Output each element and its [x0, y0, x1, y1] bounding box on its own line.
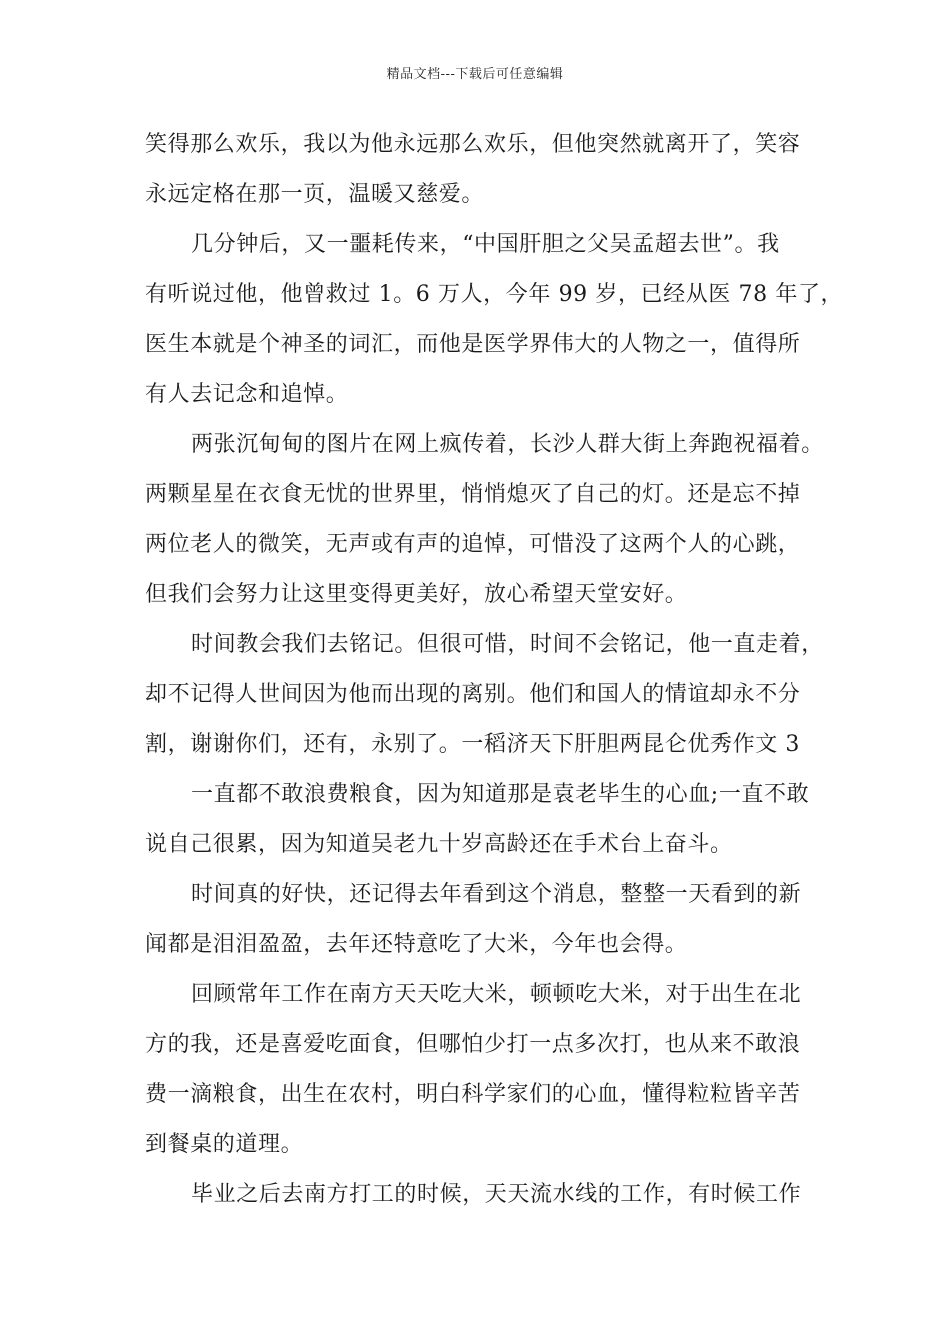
paragraph-start-line: 回顾常年工作在南方天天吃大米，顿顿吃大米，对于出生在北	[191, 982, 802, 1007]
text-line: 闻都是泪泪盈盈，去年还特意吃了大米，今年也会得。	[145, 932, 688, 957]
text-line: 费一滴粮食，出生在农村，明白科学家们的心血，懂得粒粒皆辛苦	[145, 1082, 801, 1107]
text-line: 有听说过他，他曾救过 1。6 万人，今年 99 岁，已经从医 78 年了，	[145, 282, 844, 307]
text-line: 两位老人的微笑，无声或有声的追悼，可惜没了这两个人的心跳，	[145, 532, 801, 557]
text-line: 割，谢谢你们，还有，永别了。一稻济天下肝胆两昆仑优秀作文 3	[145, 732, 800, 757]
paragraph-start-line: 一直都不敢浪费粮食，因为知道那是袁老毕生的心血;一直不敢	[191, 782, 810, 807]
text-line: 方的我，还是喜爱吃面食，但哪怕少打一点多次打，也从来不敢浪	[145, 1032, 801, 1057]
paragraph-start-line: 时间真的好快，还记得去年看到这个消息，整整一天看到的新	[191, 882, 802, 907]
paragraph-start-line: 几分钟后，又一噩耗传来，“中国肝胆之父吴孟超去世”。我	[191, 232, 780, 257]
text-line: 两颗星星在衣食无忧的世界里，悄悄熄灭了自己的灯。还是忘不掉	[145, 482, 801, 507]
text-line: 说自己很累，因为知道吴老九十岁高龄还在手术台上奋斗。	[145, 832, 733, 857]
page-header: 精品文档---下载后可任意编辑	[386, 67, 564, 82]
paragraph-start-line: 时间教会我们去铭记。但很可惜，时间不会铭记，他一直走着，	[191, 632, 824, 657]
text-line: 到餐桌的道理。	[145, 1132, 304, 1157]
text-line: 永远定格在那一页，温暖又慈爱。	[145, 182, 485, 207]
paragraph-start-line: 毕业之后去南方打工的时候，天天流水线的工作，有时候工作	[191, 1182, 802, 1207]
text-line: 但我们会努力让这里变得更美好，放心希望天堂安好。	[145, 582, 688, 607]
text-line: 医生本就是个神圣的词汇，而他是医学界伟大的人物之一，值得所	[145, 332, 801, 357]
text-line: 有人去记念和追悼。	[145, 382, 349, 407]
text-line: 却不记得人世间因为他而出现的离别。他们和国人的情谊却永不分	[145, 682, 801, 707]
paragraph-start-line: 两张沉甸甸的图片在网上疯传着，长沙人群大街上奔跑祝福着。	[191, 432, 824, 457]
text-line: 笑得那么欢乐，我以为他永远那么欢乐，但他突然就离开了，笑容	[145, 132, 801, 157]
document-body	[145, 132, 844, 1208]
